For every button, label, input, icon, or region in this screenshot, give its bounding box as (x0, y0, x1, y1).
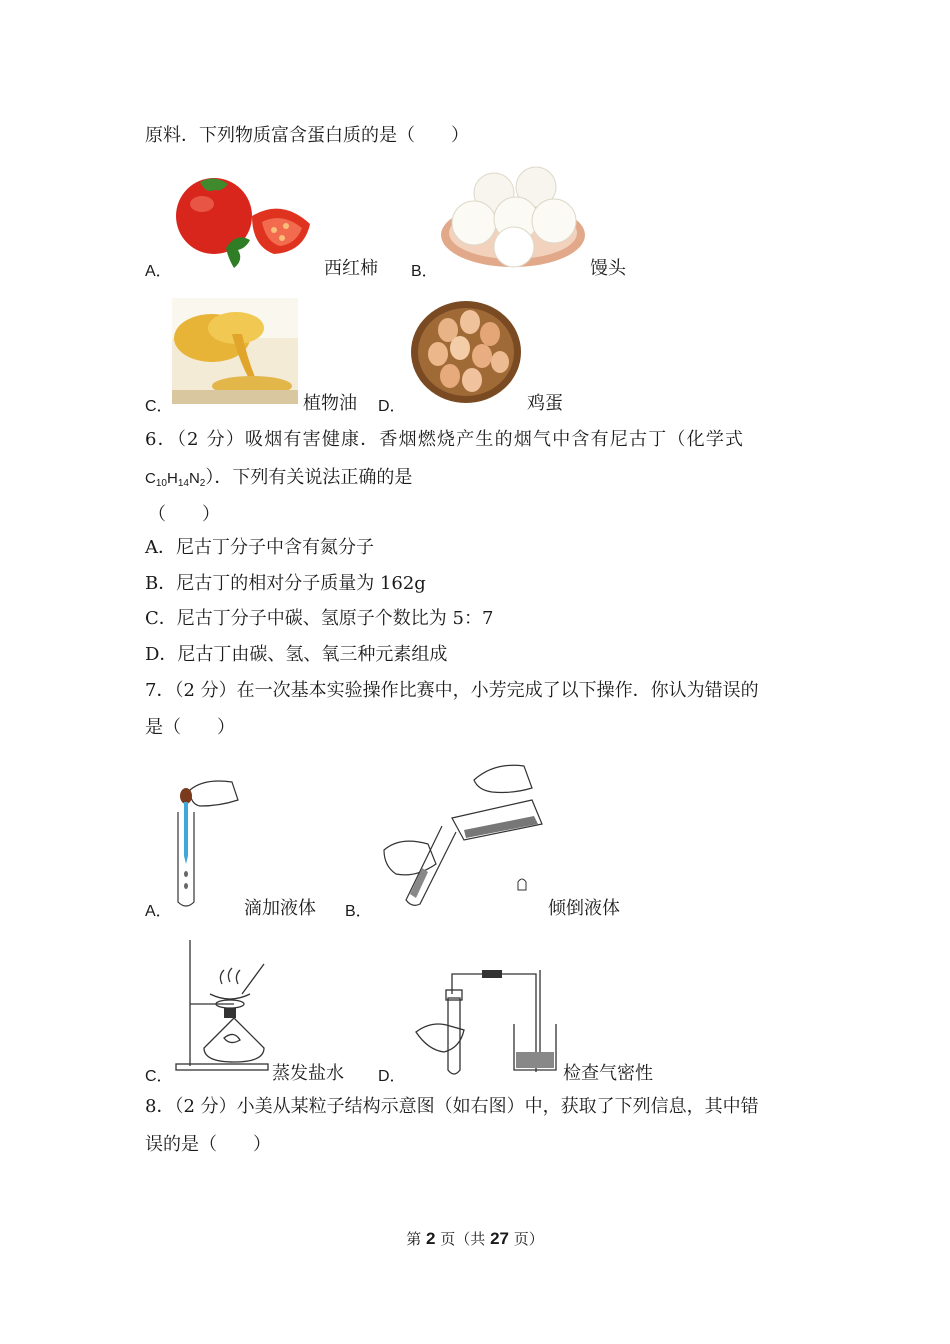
q8-stem-line1: 8．（2 分）小美从某粒子结构示意图（如右图）中，获取了下列信息，其中错 (145, 1096, 759, 1117)
q7-option-c-letter: C． (145, 1068, 173, 1085)
q7-option-b-letter: B． (345, 903, 372, 920)
q5-option-b-caption: 馒头 (590, 258, 626, 279)
q6-option-b: B．尼古丁的相对分子质量为 162g (145, 573, 426, 594)
tomato-image (170, 168, 320, 272)
q7-option-a-letter: A． (145, 903, 172, 920)
q5-stem-tail: 原料．下列物质富含蛋白质的是（ ） (145, 125, 469, 146)
page-footer: 第 2 页（共 27 页） (406, 1229, 544, 1248)
steamed-buns-image (440, 165, 586, 269)
q8-stem-line2: 误的是（ ） (145, 1134, 271, 1155)
q6-stem-line2: $C_{10}H_{14}N_2$）．下列有关说法正确的是 (145, 467, 413, 489)
q7-stem-line1: 7．（2 分）在一次基本实验操作比赛中，小芳完成了以下操作．你认为错误的 (145, 680, 759, 701)
q5-option-a-caption: 西红柿 (324, 258, 378, 279)
q5-option-c-letter: C． (145, 398, 173, 415)
pouring-liquid-diagram (378, 760, 548, 910)
q7-option-d-letter: D． (378, 1068, 406, 1085)
q7-option-b-caption: 倾倒液体 (548, 898, 620, 919)
q6-stem-line3: （ ） (148, 504, 220, 525)
q7-option-c-caption: 蒸发盐水 (272, 1063, 344, 1084)
q5-option-b-letter: B． (411, 263, 438, 280)
page-number: 2 (426, 1229, 436, 1248)
q6-option-d: D．尼古丁由碳、氢、氧三种元素组成 (145, 644, 448, 665)
airtightness-check-diagram (412, 966, 562, 1076)
vegetable-oil-image (172, 298, 298, 404)
q7-stem-line2: 是（ ） (145, 717, 235, 738)
q7-option-a-caption: 滴加液体 (244, 898, 316, 919)
q5-option-d-letter: D． (378, 398, 406, 415)
q6-option-c: C．尼古丁分子中碳、氢原子个数比为 5：7 (145, 608, 494, 629)
page-total: 27 (490, 1229, 509, 1248)
q5-option-a-letter: A． (145, 263, 172, 280)
q5-option-d-caption: 鸡蛋 (527, 393, 563, 414)
eggs-basket-image (410, 300, 522, 404)
q5-option-c-caption: 植物油 (303, 393, 357, 414)
evaporation-setup-diagram (172, 938, 272, 1074)
dropper-test-tube-diagram (170, 776, 246, 910)
q6-option-a: A．尼古丁分子中含有氮分子 (145, 537, 374, 558)
q7-option-d-caption: 检查气密性 (563, 1063, 653, 1084)
q6-stem-line1: 6．（2 分）吸烟有害健康．香烟燃烧产生的烟气中含有尼古丁（化学式 (145, 429, 745, 450)
